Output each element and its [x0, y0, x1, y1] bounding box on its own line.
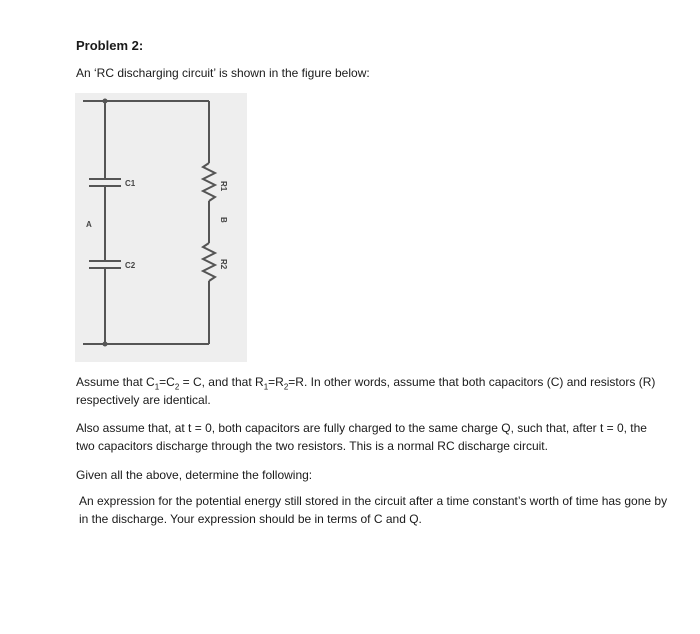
resistor-r1 — [203, 163, 215, 201]
circuit-diagram — [75, 93, 247, 362]
junction-dot-bottom — [103, 342, 108, 347]
capacitor-c2 — [89, 261, 121, 268]
capacitor-c1 — [89, 179, 121, 186]
problem-title: Problem 2: — [76, 38, 144, 53]
label-c1: C1 — [125, 179, 136, 188]
assumption-initial-charge: Also assume that, at t = 0, both capacitors are fully charged to the same charge Q, such that, after t = 0, the two capacitors discharge through the two resistors. This is a normal RC discharge circuit. — [76, 421, 647, 453]
junction-dot-top — [103, 99, 108, 104]
label-node-b: B — [219, 217, 228, 223]
assumption-identical: Assume that $C_1=C_2 = C$, and that $R_1=R_2=R$. In other words, assume that both capacitors (C) and resistors (R) respectively are identical. — [76, 375, 656, 407]
label-node-a: A — [86, 220, 92, 229]
label-r1: R1 — [219, 181, 228, 192]
label-r2: R2 — [219, 259, 228, 270]
intro-text: An ‘RC discharging circuit’ is shown in the figure below: — [76, 66, 370, 80]
rc-circuit-figure — [75, 93, 247, 362]
resistor-r2 — [203, 243, 215, 281]
given-statement: Given all the above, determine the following: — [76, 468, 313, 482]
label-c2: C2 — [125, 261, 136, 270]
question-expression: An expression for the potential energy still stored in the circuit after a time constant’s worth of time has gone by in the discharge. Your expression should be in terms of C and Q. — [79, 494, 668, 526]
